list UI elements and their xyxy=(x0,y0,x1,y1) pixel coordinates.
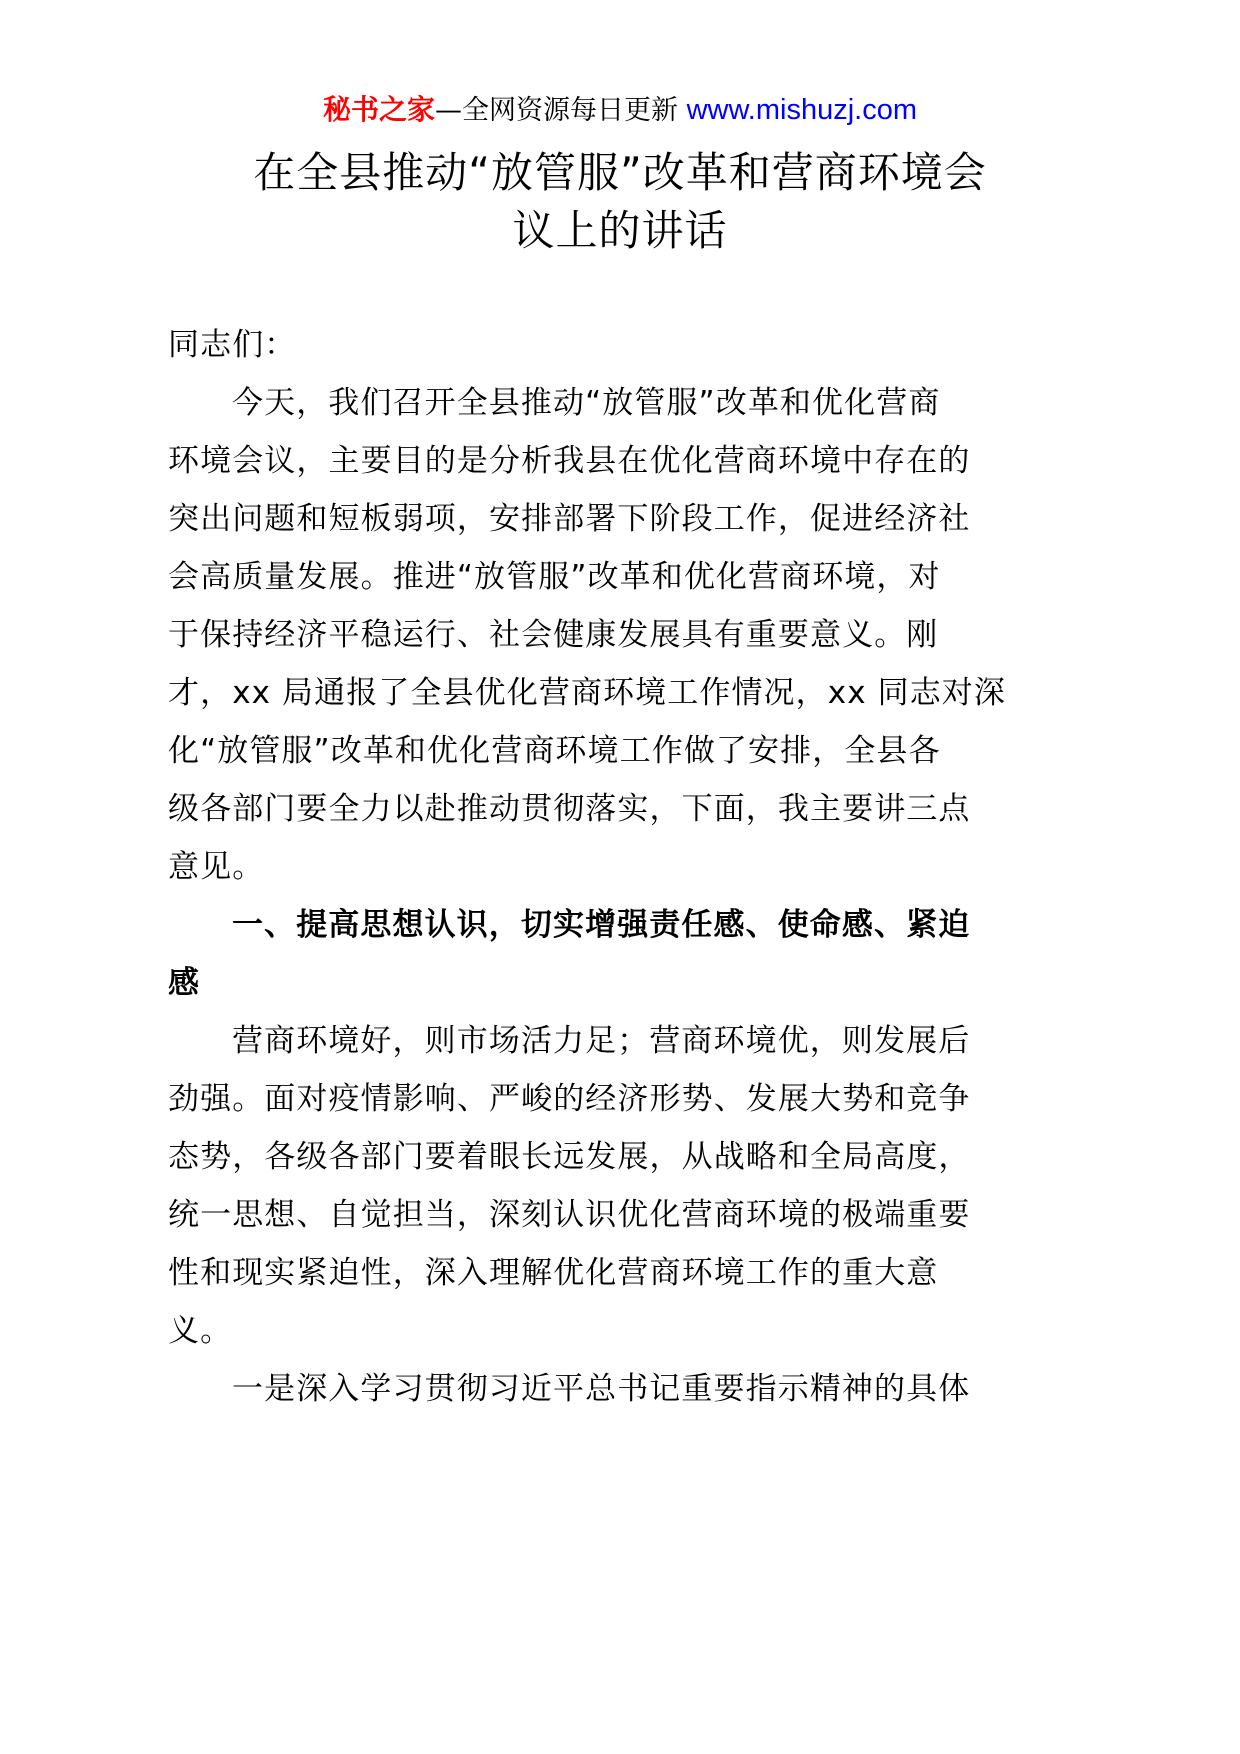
paragraph-line: 意见。 xyxy=(168,849,265,885)
paragraph-line: 突出问题和短板弱项，安排部署下阶段工作，促进经济社 xyxy=(168,501,971,537)
paragraph-line: 性和现实紧迫性，深入理解优化营商环境工作的重大意 xyxy=(168,1255,939,1291)
paragraph-line: 一是深入学习贯彻习近平总书记重要指示精神的具体 xyxy=(232,1371,971,1407)
paragraph-line: 环境会议，主要目的是分析我县在优化营商环境中存在的 xyxy=(168,443,971,479)
paragraph-line: 今天，我们召开全县推动“放管服”改革和优化营商 xyxy=(232,385,941,421)
site-banner xyxy=(0,90,1240,131)
brand-name: 秘书之家 xyxy=(322,93,435,126)
document-body xyxy=(168,316,1006,1418)
paragraph-line: 化“放管服”改革和优化营商环境工作做了安排，全县各 xyxy=(168,733,941,769)
paragraph-line: 于保持经济平稳运行、社会健康发展具有重要意义。刚 xyxy=(168,617,939,653)
site-url-link[interactable]: www.mishuzj.com xyxy=(686,94,918,126)
salutation xyxy=(168,316,944,374)
paragraph-line: 会高质量发展。推进“放管服”改革和优化营商环境，对 xyxy=(168,559,941,595)
paragraph-line: 态势，各级各部门要着眼长远发展，从战略和全局高度， xyxy=(168,1139,971,1175)
paragraph-business-environment xyxy=(168,1012,971,1360)
paragraph-intro xyxy=(168,374,1006,896)
paragraph-line: 级各部门要全力以赴推动贯彻落实，下面，我主要讲三点 xyxy=(168,791,971,827)
salutation-text: 同志们： xyxy=(168,327,297,363)
section-heading-line: 一、提高思想认识，切实增强责任感、使命感、紧迫 xyxy=(232,907,971,943)
title-line-1: 在全县推动“放管服”改革和营商环境会 xyxy=(253,148,987,197)
paragraph-line: 才，xx 局通报了全县优化营商环境工作情况，xx 同志对深 xyxy=(168,675,1006,711)
paragraph-line: 劲强。面对疫情影响、严峻的经济形势、发展大势和竞争 xyxy=(168,1081,971,1117)
banner-tagline: —全网资源每日更新 xyxy=(434,95,678,126)
document-title xyxy=(170,144,1070,260)
paragraph-line: 统一思想、自觉担当，深刻认识优化营商环境的极端重要 xyxy=(168,1197,971,1233)
paragraph-line: 营商环境好，则市场活力足；营商环境优，则发展后 xyxy=(232,1023,971,1059)
paragraph-point-one xyxy=(168,1360,971,1418)
paragraph-line: 义。 xyxy=(168,1313,233,1349)
title-line-2: 议上的讲话 xyxy=(512,206,728,255)
section-heading-line: 感 xyxy=(168,965,201,1001)
section-heading-1 xyxy=(168,896,971,1012)
